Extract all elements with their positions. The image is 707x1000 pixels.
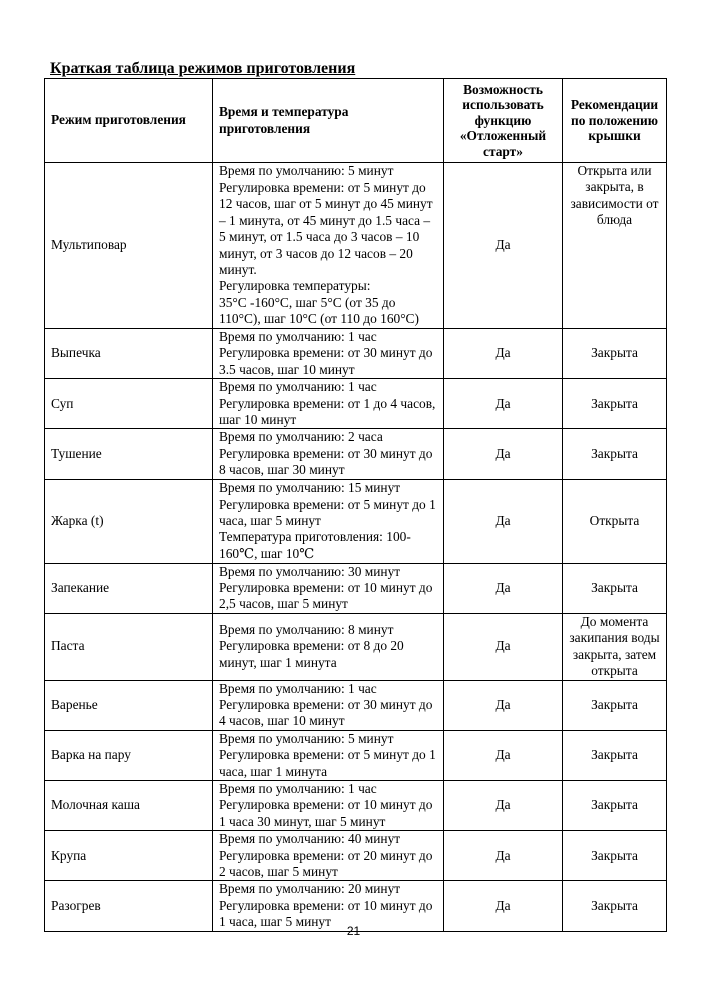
delayed-start-value: Да: [444, 429, 563, 479]
table-row: [45, 163, 667, 329]
header-lid-position: Рекомендации по положению крышки: [563, 79, 667, 163]
table-title: Краткая таблица режимов приготовления: [50, 60, 356, 77]
table-row: [45, 730, 667, 780]
lid-position-value: Открыта: [563, 479, 667, 563]
mode-name: Варенье: [45, 680, 213, 730]
time-temperature: Время по умолчанию: 20 минут Регулировка времени: от 10 минут до 1 часа, шаг 5 минут: [213, 881, 444, 931]
delayed-start-value: Да: [444, 163, 563, 329]
page-number: 21: [346, 924, 361, 938]
time-temperature: Время по умолчанию: 1 час Регулировка времени: от 30 минут до 4 часов, шаг 10 минут: [213, 680, 444, 730]
delayed-start-value: Да: [444, 563, 563, 613]
mode-name: Молочная каша: [45, 780, 213, 830]
lid-position-value: Закрыта: [563, 379, 667, 429]
time-temperature: Время по умолчанию: 1 час Регулировка времени: от 30 минут до 3.5 часов, шаг 10 минут: [213, 329, 444, 379]
time-temperature: Время по умолчанию: 1 час Регулировка времени: от 1 до 4 часов, шаг 10 минут: [213, 379, 444, 429]
mode-name: Паста: [45, 613, 213, 680]
lid-position-value: Закрыта: [563, 680, 667, 730]
lid-position-value: Закрыта: [563, 780, 667, 830]
mode-name: Суп: [45, 379, 213, 429]
lid-position-value: Закрыта: [563, 730, 667, 780]
mode-name: Жарка (t): [45, 479, 213, 563]
header-mode: Режим приготовления: [45, 79, 213, 163]
mode-name: Тушение: [45, 429, 213, 479]
time-temperature: Время по умолчанию: 2 часа Регулировка времени: от 30 минут до 8 часов, шаг 30 минут: [213, 429, 444, 479]
lid-position-value: Закрыта: [563, 881, 667, 931]
delayed-start-value: Да: [444, 479, 563, 563]
time-temperature: Время по умолчанию: 40 минут Регулировка времени: от 20 минут до 2 часов, шаг 5 минут: [213, 831, 444, 881]
table-row: [45, 780, 667, 830]
lid-position-value: Открыта или закрыта, в зависимости от блюда: [563, 163, 667, 329]
mode-name: Крупа: [45, 831, 213, 881]
table-row: [45, 479, 667, 563]
table-row: [45, 613, 667, 680]
mode-name: Запекание: [45, 563, 213, 613]
table-row: [45, 831, 667, 881]
delayed-start-value: Да: [444, 831, 563, 881]
delayed-start-value: Да: [444, 881, 563, 931]
lid-position-value: Закрыта: [563, 831, 667, 881]
mode-name: Разогрев: [45, 881, 213, 931]
delayed-start-value: Да: [444, 680, 563, 730]
delayed-start-value: Да: [444, 379, 563, 429]
table-row: [45, 563, 667, 613]
lid-position-value: До момента закипания воды закрыта, затем открыта: [563, 613, 667, 680]
table-row: [45, 680, 667, 730]
lid-position-value: Закрыта: [563, 429, 667, 479]
table-row: [45, 429, 667, 479]
time-temperature: Время по умолчанию: 15 минут Регулировка времени: от 5 минут до 1 часа, шаг 5 минут Температура приготовления: 100-160℃, шаг 10℃: [213, 479, 444, 563]
header-delayed-start: Возможность использовать функцию «Отложенный старт»: [444, 79, 563, 163]
delayed-start-value: Да: [444, 329, 563, 379]
mode-name: Мультиповар: [45, 163, 213, 329]
cooking-modes-table: [44, 78, 667, 932]
time-temperature: Время по умолчанию: 5 минут Регулировка времени: от 5 минут до 12 часов, шаг от 5 минут до 45 минут – 1 минута, от 45 минут до 1.5 часа – 5 минут, от 1.5 часа до 3 часов – 10 минут, от 3 часов до 12 часов – 20 минут. Регулировка температуры: 35°С -160°С, шаг 5°С (от 35 до 110°С), шаг 10°С (от 110 до 160°С): [213, 163, 444, 329]
delayed-start-value: Да: [444, 730, 563, 780]
mode-name: Выпечка: [45, 329, 213, 379]
time-temperature: Время по умолчанию: 30 минут Регулировка времени: от 10 минут до 2,5 часов, шаг 5 минут: [213, 563, 444, 613]
lid-position-value: Закрыта: [563, 329, 667, 379]
mode-name: Варка на пару: [45, 730, 213, 780]
header-time-temperature: Время и температура приготовления: [213, 79, 444, 163]
table-header-row: [45, 79, 667, 163]
table-row: [45, 379, 667, 429]
table-row: [45, 329, 667, 379]
delayed-start-value: Да: [444, 613, 563, 680]
time-temperature: Время по умолчанию: 8 минут Регулировка времени: от 8 до 20 минут, шаг 1 минута: [213, 613, 444, 680]
time-temperature: Время по умолчанию: 5 минут Регулировка времени: от 5 минут до 1 часа, шаг 1 минута: [213, 730, 444, 780]
delayed-start-value: Да: [444, 780, 563, 830]
time-temperature: Время по умолчанию: 1 час Регулировка времени: от 10 минут до 1 часа 30 минут, шаг 5 минут: [213, 780, 444, 830]
lid-position-value: Закрыта: [563, 563, 667, 613]
